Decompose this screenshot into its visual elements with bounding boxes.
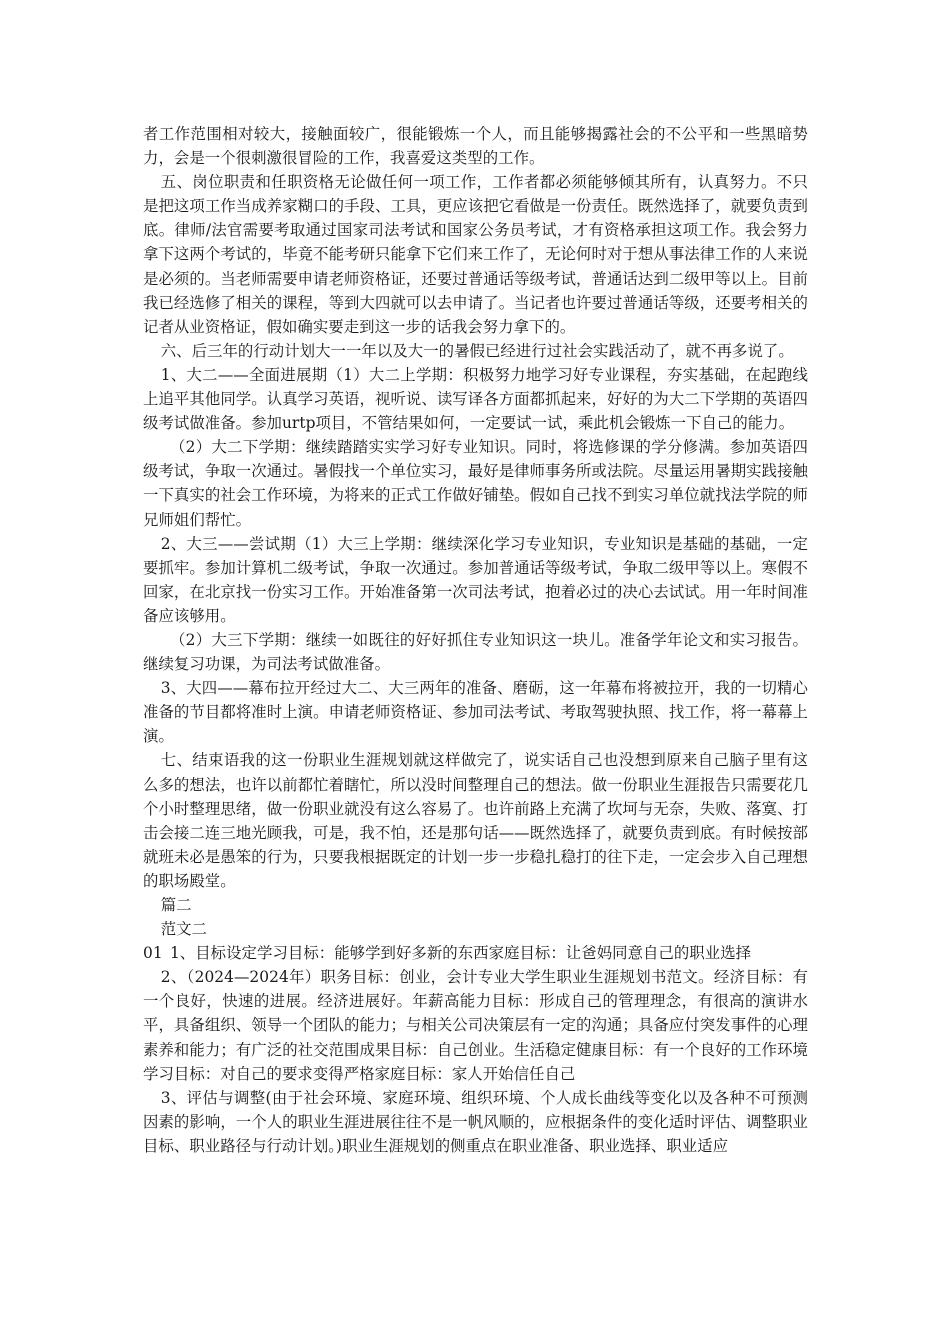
- list-number: 01: [143, 944, 163, 963]
- paragraph: 2、（2024—2024年）职务目标：创业，会计专业大学生职业生涯规划书范文。经济目标：有一个良好，快速的进展。经济进展好。年薪高能力目标：形成自己的管理理念，有很高的演讲水平，具备组织、领导一个团队的能力；与相关公司决策层有一定的沟通；具备应付突发事件的心理素养和能力；有广泛的社交范围成果目标：自己创业。生活稳定健康目标：有一个良好的工作环境学习目标：对自己的要求变得严格家庭目标：家人开始信任自己: [143, 968, 808, 1083]
- paragraph: 六、后三年的行动计划大一一年以及大一的暑假已经进行过社会实践活动了，就不再多说了。: [160, 341, 794, 360]
- paragraph: （2）大二下学期：继续踏踏实实学习好专业知识。同时，将选修课的学分修满。参加英语四级考试，争取一次通过。暑假找一个单位实习，最好是律师事务所或法院。尽量运用暑期实践接触一下真实的社会工作环境，为将来的正式工作做好铺垫。假如自己找不到实习单位就找法学院的师兄师姐们帮忙。: [143, 438, 808, 529]
- paragraph: 2、大三——尝试期（1）大三上学期：继续深化学习专业知识，专业知识是基础的基础，一定要抓牢。参加计算机二级考试，争取一次通过。参加普通话等级考试，争取二级甲等以上。寒假不回家，在北京找一份实习工作。开始准备第一次司法考试，抱着必过的决心去试试。用一年时间准备应该够用。: [143, 534, 808, 625]
- paragraph: 1、大二——全面进展期（1）大二上学期：积极努力地学习好专业课程，夯实基础，在起跑线上追平其他同学。认真学习英语，视听说、读写译各方面都抓起来，好好的为大二下学期的英语四级考试做准备。参加urtp项目，不管结果如何，一定要试一试，乘此机会锻炼一下自己的能力。: [143, 365, 808, 433]
- paragraph: 3、大四——幕布拉开经过大二、大三两年的准备、磨砺，这一年幕布将被拉开，我的一切精心准备的节目都将准时上演。申请老师资格证、参加司法考试、考取驾驶执照、找工作，将一幕幕上演。: [143, 679, 808, 746]
- paragraph: 五、岗位职责和任职资格无论做任何一项工作，工作者都必须能够倾其所有，认真努力。不只是把这项工作当成养家糊口的手段、工具，更应该把它看做是一份责任。既然选择了，就要负责到底。律师/法官需要考取通过国家司法考试和国家公务员考试，才有资格承担这项工作。我会努力拿下这两个考试的，毕竟不能考研只能拿下它们来工作了，无论何时对于想从事法律工作的人来说是必须的。当老师需要申请老师资格证，还要过普通话等级考试，普通话达到二级甲等以上。目前我已经选修了相关的课程，等到大四就可以去申请了。当记者也许要过普通话等级，还要考相关的记者从业资格证，假如确实要走到这一步的话我会努力拿下的。: [143, 173, 808, 336]
- paragraph: 七、结束语我的这一份职业生涯规划就这样做完了，说实话自己也没想到原来自己脑子里有这么多的想法，也许以前都忙着瞎忙，所以没时间整理自己的想法。做一份职业生涯报告只需要花几个小时整理思绪，做一份职业就没有这么容易了。也许前路上充满了坎坷与无奈，失败、落寞、打击会接二连三地光顾我，可是，我不怕，还是那句话——既然选择了，就要负责到底。有时候按部就班未必是愚笨的行为，只要我根据既定的计划一步一步稳扎稳打的往下走，一定会步入自己理想的职场殿堂。: [143, 751, 808, 890]
- paragraph: 3、评估与调整(由于社会环境、家庭环境、组织环境、个人成长曲线等变化以及各种不可预测因素的影响，一个人的职业生涯进展往往不是一帆风顺的，应根据条件的变化适时评估、调整职业目标、职业路径与行动计划。)职业生涯规划的侧重点在职业准备、职业选择、职业适应: [143, 1088, 808, 1155]
- section-label: 范文二: [160, 920, 208, 939]
- document-body: [143, 122, 808, 1158]
- paragraph: 者工作范围相对较大，接触面较广，很能锻炼一个人，而且能够揭露社会的不公平和一些黑暗势力，会是一个很刺激很冒险的工作，我喜爱这类型的工作。: [143, 125, 808, 168]
- section-label: 篇二: [160, 896, 192, 914]
- paragraph-text: 1、目标设定学习目标：能够学到好多新的东西家庭目标：让爸妈同意自己的职业选择: [169, 944, 752, 963]
- paragraph: （2）大三下学期：继续一如既往的好好抓住专业知识这一块儿。准备学年论文和实习报告。继续复习功课，为司法考试做准备。: [143, 630, 808, 674]
- paragraph: [143, 941, 808, 965]
